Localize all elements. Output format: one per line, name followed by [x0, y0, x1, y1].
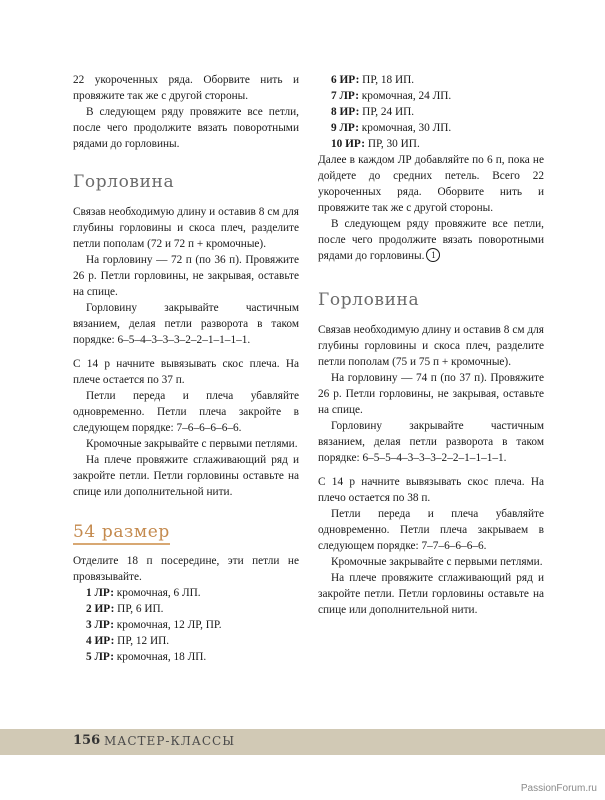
paragraph: Отделите 18 п посередине, эти петли не провязывайте. [73, 555, 299, 583]
row-text: кромочная, 24 ЛП. [358, 90, 452, 102]
paragraph: Петли переда и плеча убавляйте одновременно. Петли плеча закрываем в следующем порядке: 7–7–6–6–6–6. [318, 508, 544, 552]
row-text: кромочная, 12 ЛР, ПР. [113, 619, 222, 631]
row-text: кромочная, 30 ЛП. [358, 122, 452, 134]
paragraph: Кромочные закрывайте с первыми петлями. [331, 556, 543, 568]
section-heading-neckline: Горловина [73, 172, 175, 192]
row-label: 4 ИР: [86, 635, 115, 647]
row-text: ПР, 24 ИП. [359, 106, 415, 118]
list-item [73, 601, 299, 617]
watermark: PassionForum.ru [520, 783, 597, 794]
row-text: ПР, 12 ИП. [114, 635, 170, 647]
list-item [318, 120, 544, 136]
left-column [73, 72, 299, 665]
section-heading-neckline: Горловина [318, 290, 420, 310]
circled-number-marker: 1 [426, 248, 440, 262]
paragraph: Связав необходимую длину и оставив 8 см для глубины горловины и скоса плеч, разделите петли пополам (75 и 75 п + кромочные). [318, 324, 544, 368]
paragraph: Далее в каждом ЛР добавляйте по 6 п, пока не дойдете до средних петель. Всего 22 укороченных ряда. Оборвите нить и провяжите так же с другой стороны. [318, 154, 544, 214]
right-column [318, 72, 544, 618]
section-heading-size-54: 54 размер [73, 522, 170, 545]
row-label: 3 ЛР: [86, 619, 114, 631]
page-number: 156 [73, 733, 101, 748]
paragraph: В следующем ряду провяжите все петли, после чего продолжите вязать поворотными рядами до горловины. [73, 106, 299, 150]
row-label: 6 ИР: [331, 74, 360, 86]
row-label: 5 ЛР: [86, 651, 114, 663]
list-item [318, 72, 544, 88]
row-text: ПР, 18 ИП. [359, 74, 415, 86]
paragraph: Горловину закрывайте частичным вязанием, делая петли разворота в таком порядке: 6–5–4–3–3–3–2–2–1–1–1–1. [73, 302, 299, 346]
paragraph: 22 укороченных ряда. Оборвите нить и провяжите так же с другой стороны. [73, 74, 299, 102]
paragraph: На плече провяжите сглаживающий ряд и закройте петли. Петли горловины оставьте на спице или дополнительной нити. [73, 454, 299, 498]
paragraph: С 14 р начните вывязывать скос плеча. На плечо остается по 38 п. [318, 476, 544, 504]
row-text: ПР, 6 ИП. [114, 603, 164, 615]
list-item [73, 585, 299, 601]
paragraph: Петли переда и плеча убавляйте одновременно. Петли плеча закройте в следующем порядке: 7–6–6–6–6–6. [73, 390, 299, 434]
row-label: 9 ЛР: [331, 122, 359, 134]
row-label: 8 ИР: [331, 106, 360, 118]
paragraph-text: В следующем ряду провяжите все петли, после чего продолжите вязать поворотными рядами до горловины. [318, 218, 544, 262]
list-item [73, 617, 299, 633]
row-text: кромочная, 6 ЛП. [113, 587, 201, 599]
list-item [73, 649, 299, 665]
paragraph: Связав необходимую длину и оставив 8 см для глубины горловины и скоса плеч, разделите петли пополам (72 и 72 п + кромочные). [73, 206, 299, 250]
row-text: ПР, 30 ИП. [365, 138, 420, 150]
paragraph: Горловину закрывайте частичным вязанием, делая петли разворота в таком порядке: 6–5–5–4–3–3–3–2–2–1–1–1–1. [318, 420, 544, 464]
row-label: 7 ЛР: [331, 90, 359, 102]
paragraph: Кромочные закрывайте с первыми петлями. [86, 438, 298, 450]
paragraph: На горловину — 72 п (по 36 п). Провяжите 26 р. Петли горловины, не закрывая, оставьте на спице. [73, 254, 299, 298]
list-item [318, 88, 544, 104]
list-item [318, 104, 544, 120]
footer-section-name: МАСТЕР-КЛАССЫ [104, 734, 236, 748]
row-text: кромочная, 18 ЛП. [113, 651, 207, 663]
paragraph: На горловину — 74 п (по 37 п). Провяжите 26 р. Петли горловины, не закрывая, оставьте на спице. [318, 372, 544, 416]
paragraph: С 14 р начните вывязывать скос плеча. На плече остается по 37 п. [73, 358, 299, 386]
row-label: 10 ИР: [331, 138, 365, 150]
row-label: 2 ИР: [86, 603, 115, 615]
row-label: 1 ЛР: [86, 587, 114, 599]
paragraph: На плече провяжите сглаживающий ряд и закройте петли. Петли горловины оставьте на спице или дополнительной нити. [318, 572, 544, 616]
paragraph [318, 216, 544, 264]
list-item [73, 633, 299, 649]
list-item [318, 136, 544, 152]
